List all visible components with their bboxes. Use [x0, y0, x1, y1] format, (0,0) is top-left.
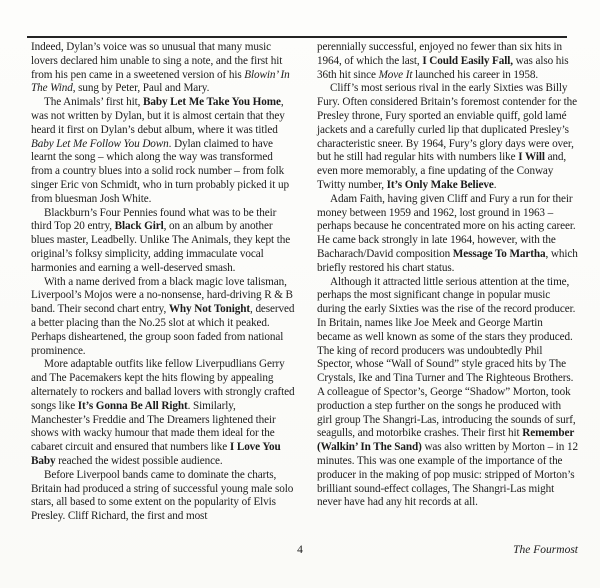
top-rule [27, 36, 567, 38]
paragraph: Indeed, Dylan’s voice was so unusual that many music lovers declared him unable to sing a note, and the first hit from his pen came in a sweetened version of his Blowin’ In The Wind, sung by Peter, Paul and Mary. [31, 41, 290, 95]
paragraph: Before Liverpool bands came to dominate the charts, Britain had produced a string of successful young male solo stars, all based to some extent on the popularity of Elvis Presley. Cliff Richard, the first and most [31, 468, 294, 523]
paragraph: Although it attracted little serious attention at the time, perhaps the most significant change in popular music during the early Sixties was the rise of the record producer. In Britain, names like Joe Meek and George Martin became as well known as some of the stars they produced. The king of record producers was undoubtedly Phil Spector, whose “Wall of Sound” style graced hits by The Crystals, Ike and Tina Turner and The Righteous Brothers. A colleague of Spector’s, George “Shadow” Morton, took production a step further on the songs he produced with girl group The Shangri-Las, introducing the sounds of surf, seagulls, and motorbike crashes. Their first hit Remember (Walkin’ In The Sand) was also written by Morton – in 12 minutes. This was one example of the importance of the producer in the making of pop music: stripped of Morton’s brilliant sound-effect collages, The Shangri-Las might never have had any hit records at all. [317, 275, 578, 509]
page-number: 4 [297, 544, 303, 556]
paragraph: Cliff’s most serious rival in the early Sixties was Billy Fury. Often considered Britain’s foremost contender for the Presley throne, Fury sported an enviable quiff, gold lamé jackets and a carefully curled lip that duplicated Presley’s characteristic sneer. By 1964, Fury’s glory days were over, but he still had regular hits with numbers like I Will and, even more memorably, a fine updating of the Conway Twitty number, It’s Only Make Believe. [317, 82, 577, 191]
paragraph: Adam Faith, having given Cliff and Fury a run for their money between 1959 and 1962, lost ground in 1963 – perhaps because he concentrated more on his acting career. He came back strongly in late 1964, however, with the Bacharach/David composition Message To Martha, which briefly restored his chart status. [317, 192, 578, 274]
paragraph: Blackburn’s Four Pennies found what was to be their third Top 20 entry, Black Girl, on an album by another blues master, Leadbelly. Unlike The Animals, they kept the original’s folksy simplicity, adding immaculate vocal harmonies and earning a well-deserved smash. [31, 206, 291, 274]
paragraph: With a name derived from a black magic love talisman, Liverpool’s Mojos were a no-nonsense, hard-driving R & B band. Their second chart entry, Why Not Tonight, deserved a better placing than the No.25 slot at which it peaked. Perhaps disheartened, the group soon faded from national prominence. [31, 275, 295, 357]
right-column [317, 41, 578, 524]
paragraph: The Animals’ first hit, Baby Let Me Take You Home, was not written by Dylan, but it is almost certain that they heard it first on Dylan’s debut album, where it was titled Baby Let Me Follow You Down. Dylan claimed to have learnt the song – which along the way was transformed from a country blues into a solid rock number – from folk singer Eric von Schmidt, who in turn probably picked it up from bluesman Josh White. [31, 96, 289, 205]
footer-credit: The Fourmost [513, 544, 578, 556]
text-columns [31, 41, 578, 524]
paragraph: More adaptable outfits like fellow Liverpudlians Gerry and The Pacemakers kept the hits flowing by appealing alternately to rockers and ballad lovers with strongly crafted songs like It’s Gonna Be All Right. Similarly, Manchester’s Freddie and The Dreamers lightened their shows with wacky humour that made them ideal for the cabaret circuit and ensured that numbers like I Love You Baby reached the widest possible audience. [31, 358, 295, 467]
left-column [31, 41, 296, 524]
paragraph: perennially successful, enjoyed no fewer than six hits in 1964, of which the last, I Could Easily Fall, was also his 36th hit since Move It launched his career in 1958. [317, 41, 569, 81]
